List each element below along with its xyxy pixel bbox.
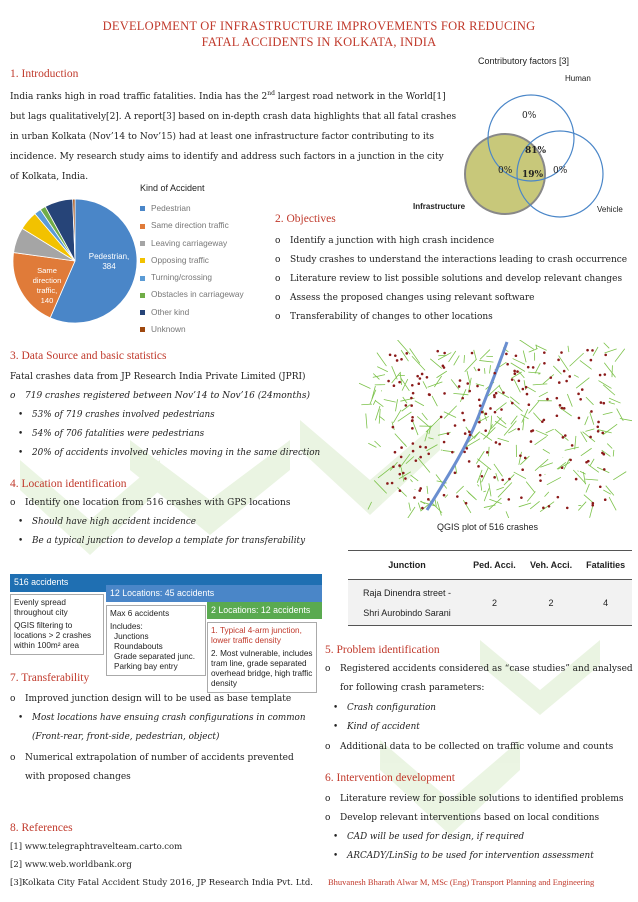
funnel-box-12	[106, 605, 206, 676]
venn-label-vehicle: Vehicle	[597, 205, 623, 214]
funnel-body-12	[106, 605, 206, 676]
venn-diagram	[440, 70, 638, 220]
funnel-box-516	[10, 594, 104, 655]
objective-item: o Study crashes to understand the interactions leading to crash occurrence	[275, 251, 635, 270]
pie-legend	[140, 200, 244, 338]
location-item: o Identify one location from 516 crashes with GPS locations	[10, 494, 350, 513]
funnel-body-516	[10, 594, 104, 655]
map-river	[427, 342, 507, 510]
table-header-row	[348, 551, 632, 580]
transfer-item	[10, 749, 320, 787]
objectives-list	[275, 232, 635, 327]
transfer-bullet	[10, 709, 320, 747]
cell-ped: 2	[466, 580, 523, 626]
funnel-12-line: Grade separated junc.	[114, 652, 196, 661]
junction-line-2: Shri Aurobindo Sarani	[363, 607, 451, 618]
location-bullet: • Be a typical junction to develop a template for transferability	[10, 532, 350, 551]
legend-item	[140, 252, 244, 269]
legend-label: Opposing traffic	[151, 254, 209, 265]
intervention-bullets	[325, 828, 635, 866]
transfer-list	[10, 690, 320, 709]
funnel-516-line: Evenly spread throughout city	[14, 598, 68, 617]
objective-item: o Transferability of changes to other locations	[275, 308, 635, 327]
funnel-hdr-12: 12 Locations: 45 accidents	[106, 585, 322, 602]
transfer-bullets	[10, 709, 320, 747]
data-source-item: o 719 crashes registered between Nov’14 to Nov’16 (24months)	[10, 387, 350, 406]
intro-text	[10, 84, 460, 187]
col-veh: Veh. Acci.	[523, 551, 579, 580]
pie-label-same-direction-value: 140	[40, 296, 54, 305]
reference-item: [3]Kolkata City Fatal Accident Study 2016, JP Research India Pvt. Ltd.	[10, 878, 313, 888]
intro-line-1: India ranks high in road traffic fatalities. India has the 2nd largest road network in the World[1]	[10, 90, 446, 102]
problem-item	[325, 660, 635, 698]
cell-fatalities: 4	[579, 580, 632, 626]
funnel-12-line: Max 6 accidents	[110, 609, 170, 618]
junction-table	[348, 550, 632, 626]
poster-title	[0, 18, 638, 50]
pie-label-same-direction	[22, 266, 72, 306]
reference-item: [2] www.web.worldbank.org	[10, 860, 132, 870]
footer-author: Bhuvanesh Bharath Alwar M, MSc (Eng) Transport Planning and Engineering	[328, 877, 595, 887]
location-heading: 4. Location identification	[10, 478, 127, 490]
funnel-2-vulnerable: 2. Most vulnerable, includes tram line, grade separated overhead bridge, high traffic density	[211, 649, 313, 688]
references-list	[10, 838, 313, 892]
legend-item	[140, 269, 244, 286]
legend-label: Leaving carriageway	[151, 237, 228, 248]
legend-item	[140, 200, 244, 217]
pie-label-same-direction-name: Same direction traffic,	[32, 266, 62, 295]
problem-item-line: for following crash parameters:	[340, 683, 485, 693]
objective-item: o Assess the proposed changes using relevant software	[275, 289, 635, 308]
venn-human-only: 0%	[522, 111, 537, 121]
legend-label: Pedestrian	[151, 203, 191, 213]
legend-swatch	[140, 258, 145, 263]
funnel-box-2	[207, 622, 317, 693]
funnel-body-2	[207, 622, 317, 693]
objective-item: o Literature review to list possible solutions and develop relevant changes	[275, 270, 635, 289]
qgis-map	[357, 340, 632, 518]
intro-line-4: incidence. My research study aims to identify and address such factors in a junction in the city	[10, 152, 444, 162]
col-junction: Junction	[348, 551, 466, 580]
problem-list	[325, 660, 635, 698]
transfer-item: o Improved junction design will to be used as base template	[10, 690, 320, 709]
title-line-2: FATAL ACCIDENTS IN KOLKATA, INDIA	[201, 35, 437, 49]
location-bullets	[10, 513, 350, 551]
funnel-bar-12	[106, 585, 322, 602]
table-row	[348, 580, 632, 626]
intro-line-5: of Kolkata, India.	[10, 172, 89, 182]
intervention-list	[325, 790, 635, 828]
legend-label: Unknown	[151, 324, 186, 335]
transfer-item-line: o Numerical extrapolation of number of accidents prevented	[25, 753, 294, 763]
legend-item	[140, 286, 244, 303]
venn-all-three: 19%	[522, 170, 544, 180]
transfer-bullet-line: (Front-rear, front-side, pedestrian, object)	[32, 732, 220, 742]
problem-bullets	[325, 699, 635, 737]
data-source-heading: 3. Data Source and basic statistics	[10, 350, 167, 362]
legend-swatch	[140, 310, 145, 315]
problem-list-2	[325, 738, 635, 757]
transfer-bullet-line: • Most locations have ensuing crash configurations in common	[32, 713, 306, 723]
legend-item	[140, 217, 244, 234]
problem-bullet: • Kind of accident	[325, 718, 635, 737]
venn-label-infrastructure: Infrastructure	[413, 202, 466, 211]
objectives-heading: 2. Objectives	[275, 213, 336, 225]
transfer-item-line: with proposed changes	[25, 772, 131, 782]
cell-veh: 2	[523, 580, 579, 626]
map-caption: QGIS plot of 516 crashes	[437, 522, 539, 532]
intervention-heading: 6. Intervention development	[325, 772, 455, 784]
legend-label: Obstacles in carriageway	[151, 289, 244, 300]
reference-item: [1] www.telegraphtravelteam.carto.com	[10, 842, 183, 852]
junction-line-1: Raja Dinendra street -	[362, 587, 452, 598]
pie-label-pedestrian-value: 384	[102, 262, 116, 271]
intro-line-2: but lags qualitatively[2]. A report[3] based on in-depth crash data highlights that all fatal crashes	[10, 112, 457, 122]
data-source-line: Fatal crashes data from JP Research India Private Limited (JPRI)	[10, 372, 306, 382]
legend-label: Other kind	[151, 306, 190, 317]
legend-swatch	[140, 206, 145, 211]
location-list	[10, 494, 350, 513]
venn-title: Contributory factors [3]	[478, 56, 570, 66]
legend-item	[140, 235, 244, 252]
problem-bullet: • Crash configuration	[325, 699, 635, 718]
legend-item	[140, 321, 244, 338]
legend-label: Turning/crossing	[151, 272, 213, 283]
transfer-heading: 7. Transferability	[10, 672, 90, 684]
venn-label-human: Human	[565, 74, 591, 83]
legend-swatch	[140, 293, 145, 298]
pie-label-pedestrian	[84, 252, 134, 272]
venn-vehicle-only: 0%	[553, 166, 568, 176]
funnel-bar-2	[207, 602, 322, 619]
location-bullet: • Should have high accident incidence	[10, 513, 350, 532]
venn-infra-only: 0%	[498, 166, 513, 176]
data-source-bullets	[10, 406, 350, 463]
problem-item-line: o Registered accidents considered as “case studies” and analysed	[340, 664, 633, 674]
col-ped: Ped. Acci.	[466, 551, 523, 580]
legend-swatch	[140, 224, 145, 229]
stat-bullet: • 54% of 706 fatalities were pedestrians	[10, 425, 350, 444]
intervention-item: o Literature review for possible solutions to identified problems	[325, 790, 635, 809]
stat-bullet: • 53% of 719 crashes involved pedestrians	[10, 406, 350, 425]
funnel-12-line: Includes:	[110, 622, 143, 631]
stat-bullet: • 20% of accidents involved vehicles moving in the same direction	[10, 444, 350, 463]
legend-item	[140, 304, 244, 321]
legend-swatch	[140, 327, 145, 332]
col-fatalities: Fatalities	[579, 551, 632, 580]
legend-label: Same direction traffic	[151, 220, 229, 231]
problem-heading: 5. Problem identification	[325, 644, 440, 656]
legend-swatch	[140, 276, 145, 281]
data-source-list	[10, 387, 350, 406]
intervention-bullet: • CAD will be used for design, if required	[325, 828, 635, 847]
funnel-12-line: Parking bay entry	[114, 662, 178, 671]
intro-heading: 1. Introduction	[10, 68, 79, 80]
intervention-bullet: • ARCADY/LinSig to be used for intervention assessment	[325, 847, 635, 866]
funnel-12-line: Junctions	[114, 632, 149, 641]
transfer-list-2	[10, 749, 320, 787]
cell-junction	[348, 580, 466, 626]
funnel-2-typical: 1. Typical 4-arm junction, lower traffic density	[211, 626, 302, 645]
venn-human-infra: 81%	[525, 146, 547, 156]
legend-swatch	[140, 241, 145, 246]
pie-title: Kind of Accident	[140, 183, 205, 193]
funnel-516-line: QGIS filtering to locations > 2 crashes within 100m² area	[14, 621, 92, 650]
problem-item: o Additional data to be collected on traffic volume and counts	[325, 738, 635, 757]
funnel-hdr-2: 2 Locations: 12 accidents	[207, 602, 322, 619]
pie-label-pedestrian-name: Pedestrian,	[88, 252, 130, 261]
references-heading: 8. References	[10, 822, 73, 834]
funnel-hdr-516: 516 accidents	[14, 577, 69, 587]
title-line-1: DEVELOPMENT OF INFRASTRUCTURE IMPROVEMENTS FOR REDUCING	[102, 19, 536, 33]
funnel-12-line: Roundabouts	[114, 642, 163, 651]
intervention-item: o Develop relevant interventions based on local conditions	[325, 809, 635, 828]
intro-line-3: in urban Kolkata (Nov’14 to Nov’15) had at least one infrastructure factor contributing to its	[10, 132, 434, 142]
objective-item: o Identify a junction with high crash incidence	[275, 232, 635, 251]
